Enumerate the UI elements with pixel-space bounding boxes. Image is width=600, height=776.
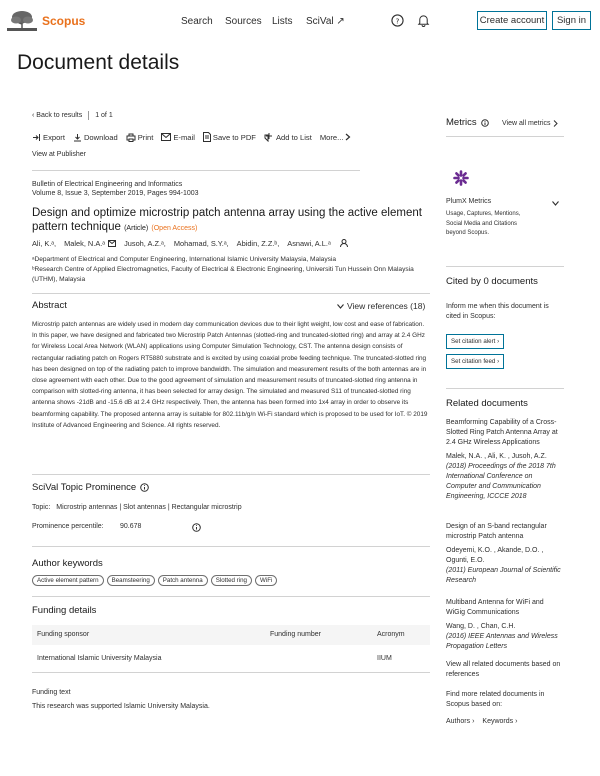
related-document-source: (2018) Proceedings of the 2018 7th International Conference on Computer and Communication Engineering, ICCCE 2018: [446, 463, 556, 500]
top-navigation-bar: [0, 0, 600, 44]
view-all-related-link[interactable]: View all related documents based on references: [446, 661, 561, 678]
divider: [32, 474, 430, 475]
create-account-button[interactable]: Create account: [477, 11, 547, 30]
list-add-icon: [264, 132, 274, 142]
elsevier-tree-logo: [7, 10, 37, 32]
related-document-authors: Malek, N.A. , Ali, K. , Jusoh, A.Z.: [446, 453, 547, 460]
related-documents-heading: Related documents: [446, 398, 528, 409]
related-document-source: (2016) IEEE Antennas and Wireless Propagation Letters: [446, 633, 558, 650]
nav-sources[interactable]: Sources: [225, 16, 262, 27]
funding-table: [32, 625, 430, 673]
related-document-title[interactable]: Beamforming Capability of a Cross-Slotted Ring Patch Antenna Array at 2.4 GHz Wireless Applications: [446, 419, 558, 446]
chevron-right-icon: [553, 120, 558, 127]
affiliations: [32, 255, 432, 285]
related-document: [446, 418, 562, 502]
find-more-links: [446, 718, 517, 725]
plumx-icon: [453, 170, 469, 186]
brand-name: Scopus: [42, 14, 86, 28]
funding-text-heading: Funding text: [32, 689, 71, 696]
author-list: [32, 238, 349, 248]
document-title-text: Design and optimize microstrip patch antenna array using the active element pattern technique: [32, 207, 422, 233]
keyword-tag[interactable]: Beamsteering: [107, 575, 155, 586]
author[interactable]: Malek, N.A.ᵃ: [64, 239, 116, 248]
metrics-header: [446, 117, 489, 128]
divider: [446, 136, 564, 137]
email-icon[interactable]: [108, 240, 116, 247]
keyword-list: [32, 575, 277, 586]
journal-name[interactable]: Bulletin of Electrical Engineering and Informatics: [32, 181, 183, 188]
help-icon[interactable]: [391, 14, 404, 27]
results-navigation: [32, 111, 113, 120]
funding-heading: Funding details: [32, 605, 97, 616]
find-more-text: Find more related documents in Scopus based on:: [446, 691, 545, 708]
affiliation-b: ᵇResearch Centre of Applied Electromagnetics, Faculty of Electrical & Electronic Engineering, Universiti Tun Hussein Onn Malaysia (UTHM), Malaysia: [32, 266, 414, 283]
by-keywords-link[interactable]: Keywords ›: [482, 718, 518, 725]
divider: [446, 266, 564, 267]
chevron-down-icon: [337, 304, 344, 309]
separator: [88, 111, 89, 120]
table-cell: IIUM: [377, 655, 392, 662]
info-icon[interactable]: [140, 483, 149, 492]
author[interactable]: Asnawi, A.L.ᵃ: [287, 238, 331, 248]
keyword-tag[interactable]: WiFi: [255, 575, 277, 586]
author[interactable]: Abidin, Z.Z.ᵇ,: [236, 238, 280, 248]
divider: [32, 596, 430, 597]
more-button[interactable]: More...: [320, 133, 352, 142]
page-title: Document details: [17, 51, 180, 74]
scival-topic-heading: SciVal Topic Prominence: [32, 482, 149, 493]
bell-icon[interactable]: [417, 14, 430, 27]
download-button[interactable]: Download: [73, 133, 118, 142]
chevron-down-icon[interactable]: [552, 201, 559, 206]
result-counter: 1 of 1: [95, 112, 113, 119]
affiliation-a: ᵃDepartment of Electrical and Computer Engineering, International Islamic University Malaysia, Malaysia: [32, 256, 337, 263]
email-button[interactable]: E-mail: [161, 133, 195, 142]
document-title: [32, 206, 428, 236]
document-type: (Article): [124, 225, 149, 232]
save-pdf-button[interactable]: Save to PDF: [203, 132, 256, 142]
pdf-icon: [203, 132, 211, 142]
print-icon: [126, 133, 136, 142]
related-document-source: (2011) European Journal of Scientific Research: [446, 567, 561, 584]
table-cell: International Islamic University Malaysia: [37, 655, 162, 662]
export-icon: [32, 133, 41, 142]
open-access-badge[interactable]: (Open Access): [151, 225, 198, 232]
topic-label: Topic:: [32, 504, 51, 511]
column-header: Funding sponsor: [37, 631, 90, 638]
plumx-description: Usage, Captures, Mentions, Social Media and Citations beyond Scopus.: [446, 211, 521, 236]
funding-text: This research was supported Islamic University Malaysia.: [32, 703, 210, 710]
keyword-tag[interactable]: Active element pattern: [32, 575, 104, 586]
table-row: [32, 645, 430, 673]
view-at-publisher-link[interactable]: View at Publisher: [32, 151, 86, 158]
email-icon: [161, 133, 171, 141]
topic-row: [32, 504, 242, 511]
divider: [32, 170, 360, 171]
author[interactable]: Mohamad, S.Y.ᵃ,: [173, 238, 229, 248]
chevron-right-icon: [345, 133, 351, 141]
user-icon[interactable]: [339, 238, 349, 248]
related-document: [446, 522, 562, 586]
related-document: [446, 598, 562, 652]
view-all-metrics-link[interactable]: View all metrics: [502, 120, 558, 127]
citation-info: Inform me when this document is cited in Scopus:: [446, 303, 549, 320]
related-document-authors: Wang, D. , Chan, C.H.: [446, 623, 516, 630]
related-document-title[interactable]: Design of an S-band rectangular microstrip Patch antenna: [446, 523, 547, 540]
plumx-title[interactable]: PlumX Metrics: [446, 198, 492, 205]
metrics-heading: Metrics: [446, 117, 477, 128]
info-icon[interactable]: [192, 523, 201, 532]
keyword-tag[interactable]: Patch antenna: [158, 575, 208, 586]
document-toolbar: [32, 132, 351, 142]
cited-by-heading: Cited by 0 documents: [446, 276, 538, 287]
back-to-results-link[interactable]: ‹ Back to results: [32, 112, 83, 119]
print-button[interactable]: Print: [126, 133, 154, 142]
view-references-link[interactable]: View references (18): [337, 301, 425, 311]
abstract-text: Microstrip patch antennas are widely used in modern day communication devices due to their light weight, low cost and ease of fabrication. In this paper, we have designed and fabricated two Microstrip Patch Antennas (slotted-ring and truncated-slotted ring) and array at 2.4 GHz for Wireless Local Area Network (WLAN) applications using Computer Simulation Technology, CST. The antenna design consists of rectangular radiating patch on Rogers RT5880 substrate and is excited by using coaxial probe feeding technique. The truncated-slotted ring has been designed on top of the radiating patch to improve bandwidth. The simulation and measurement results of the both antennas are in close agreement with each other. Due to the good agreement of simulation and measurement results of truncated-slotted ring antenna in comparison with slotted-ring antenna, it has been selected for array design. The simulated and measured S11 of truncated-slotted ring antenna shows -21dB and -15.6 dB at 2.4 GHz respectively. Then, the antenna has been formed into 1x4 array in order to observe its beamforming capability. The proposed antenna array is suitable for 802.11b/g/n Wi-Fi standard which is proposed to be used for IoT. © 2019 Institute of Advanced Engineering and Science. All rights reserved.: [32, 321, 428, 429]
column-header: Acronym: [377, 631, 405, 638]
author[interactable]: Jusoh, A.Z.ᵃ,: [124, 238, 166, 248]
topic-value[interactable]: Microstrip antennas | Slot antennas | Rectangular microstrip: [56, 504, 242, 511]
scopus-logo[interactable]: [7, 10, 85, 32]
author[interactable]: Ali, K.ᵃ,: [32, 238, 57, 248]
prominence-value: 90.678: [120, 523, 142, 530]
volume-info: Volume 8, Issue 3, September 2019, Pages 994-1003: [32, 190, 199, 197]
add-to-list-button[interactable]: Add to List: [264, 132, 312, 142]
nav-scival[interactable]: SciVal ↗: [306, 16, 345, 27]
keyword-tag[interactable]: Slotted ring: [211, 575, 252, 586]
svg-text:?: ?: [395, 16, 400, 26]
download-icon: [73, 133, 82, 142]
set-citation-feed-button[interactable]: Set citation feed ›: [446, 354, 504, 369]
related-document-title[interactable]: Multiband Antenna for WiFi and WiGig Communications: [446, 599, 544, 616]
divider: [32, 293, 430, 294]
nav-lists[interactable]: Lists: [272, 16, 293, 27]
prominence-label: Prominence percentile:: [32, 523, 104, 530]
sign-in-button[interactable]: Sign in: [552, 11, 591, 30]
divider: [446, 388, 564, 389]
related-document-authors: Odeyemi, K.O. , Akande, D.O. , Ogunti, E.O.: [446, 547, 544, 564]
nav-search[interactable]: Search: [181, 16, 213, 27]
table-header: [32, 625, 430, 645]
export-button[interactable]: Export: [32, 133, 65, 142]
set-citation-alert-button[interactable]: Set citation alert ›: [446, 334, 504, 349]
info-icon[interactable]: [481, 119, 489, 127]
by-authors-link[interactable]: Authors ›: [446, 718, 475, 725]
author-keywords-heading: Author keywords: [32, 558, 103, 569]
divider: [32, 546, 430, 547]
column-header: Funding number: [270, 631, 321, 638]
abstract-heading: Abstract: [32, 300, 67, 311]
